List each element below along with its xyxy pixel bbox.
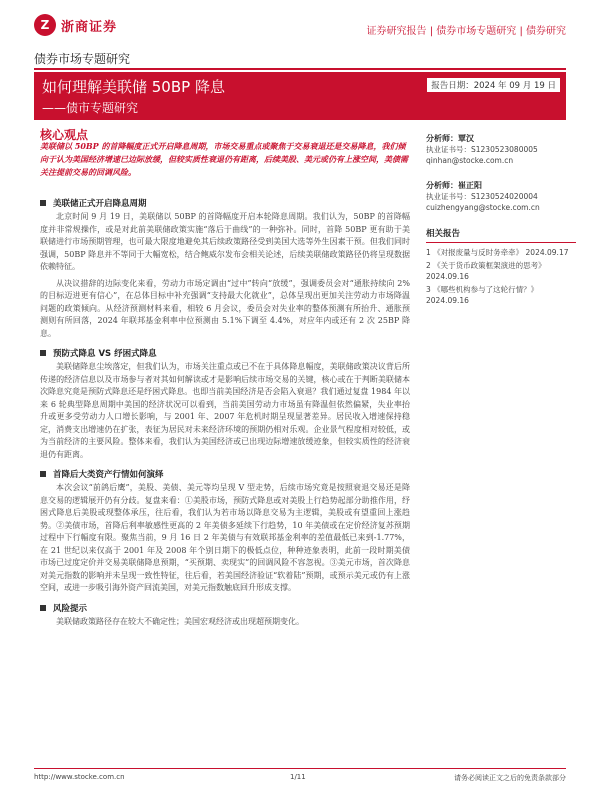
analyst-card xyxy=(426,133,576,166)
footer-url[interactable]: http://www.stocke.com.cn xyxy=(34,773,125,781)
report-subtitle: ——债市专题研究 xyxy=(42,101,139,115)
section-title: 债券市场专题研究 xyxy=(34,52,131,66)
page-number: 1/11 xyxy=(290,773,306,781)
square-bullet-icon xyxy=(40,350,46,356)
main-content xyxy=(40,197,410,635)
section-heading-text: 首降后大类资产行情如何演绎 xyxy=(53,470,164,480)
section-heading xyxy=(40,602,410,614)
analyst-card xyxy=(426,180,576,213)
footer-divider xyxy=(34,768,566,769)
related-report-item[interactable]: 1 《对报废量与反时务牵牵》 2024.09.17 xyxy=(426,248,569,257)
analyst-email[interactable]: qinhan@stocke.com.cn xyxy=(426,156,514,165)
logo-mark-icon: Z xyxy=(34,14,56,36)
section-heading-text: 美联储正式开启降息周期 xyxy=(53,199,147,209)
top-bar xyxy=(0,0,600,44)
section-heading xyxy=(40,468,410,480)
square-bullet-icon xyxy=(40,471,46,477)
section-fed-cycle xyxy=(40,197,410,340)
section-risk-warning xyxy=(40,602,410,629)
company-logo xyxy=(34,14,117,36)
paragraph: 从决议措辞的边际变化来看，劳动力市场定调由“过中”转向“放缓”，强调委员会对“通胀持续向 2%的目标迈进更有信心”，在总体目标中补充强调“支持最大化就业”，总体呈现出更加关注劳动力市场降温问题的政策倾向。从经济预测材料来看，相较 6 月会议，委员会对失业率的整体预测有所抬升、通胀预测则有所回落，2024 年联邦基金利率中位预测由 5.1%下调至 4.4%，对应年内或还有 2 次 25BP 降息。 xyxy=(40,278,410,338)
related-report-item[interactable]: 3 《哪些机构参与了这轮行情？》 2024.09.16 xyxy=(426,285,539,305)
analyst-license: 执业证书号：S1230523080005 xyxy=(426,145,538,154)
title-band xyxy=(34,72,566,120)
section-heading xyxy=(40,347,410,359)
related-reports-heading: 相关报告 xyxy=(426,227,576,243)
section-asset-performance xyxy=(40,468,410,595)
analyst-name: 分析师：覃汉 xyxy=(426,134,474,143)
section-heading xyxy=(40,197,410,209)
report-category-nav: 证券研究报告 | 债券市场专题研究 | 债券研究 xyxy=(366,26,566,37)
report-date: 报告日期：2024 年 09 月 19 日 xyxy=(427,78,560,92)
core-view-text: 美联储以 50BP 的首降幅度正式开启降息周期，市场交易重点或聚焦于交易衰退还是交易降息，我们倾向于认为美国经济增速已边际放缓，但较实质性衰退仍有距离，后续美股、美元或仍有上涨空间，美债需关注提前交易的回调风险。 xyxy=(40,141,408,177)
paragraph: 本次会议“前鸽后鹰”，美股、美债、美元等均呈现 V 型走势，后续市场究竟是按照衰退交易还是降息交易的逻辑展开仍有分歧。复盘来看：①美股市场，预防式降息或对美股上行趋势起部分助推作用，纾困式降息后美股或现整体承压，往后看，我们认为若市场以降息交易为主逻辑，美股或有望重回上涨趋势。②美债市场，首降后利率敏感性更高的 2 年美债多延续下行趋势，10 年美债或在定价经济复苏预期过程中下行幅度有限。聚焦当前，9 月 16 日 2 年美债与有效联邦基金利率的差值最低已来到-1.77%，在 21 世纪以来仅高于 2001 年及 2008 年个别日期下的极低点位，种种迹象表明，此前一段时期美债市场已过度定价并交易美联储降息预期，“买预期、卖现实”的回调风险不容忽视。③美元市场，首次降息对美元指数的影响并未呈现一致性特征，往后看，若美国经济验证“软着陆”预期，或预示美元或仍有上涨空间，或进一步吸引海外资产回流美国，对美元指数触底回升形成支撑。 xyxy=(40,483,410,592)
paragraph: 北京时间 9 月 19 日，美联储以 50BP 的首降幅度开启本轮降息周期。我们认为，50BP 的首降幅度并非常规操作，或是对此前美联储政策实施“落后于曲线”的一种弥补。同时，首降 50BP 更有助于美联储进行市场预期管理，也可最大限度地避免其后续政策路径受到美国大选等外生因素干预。但我们同时强调，50BP 降息并不等同于大幅宽松，结合鲍威尔发布会相关论述，后续美联储政策路径仍将呈现数据依赖特征。 xyxy=(40,212,410,271)
header-divider xyxy=(34,68,566,70)
square-bullet-icon xyxy=(40,605,46,611)
logo-text: 浙商证券 xyxy=(61,19,118,35)
paragraph: 美联储政策路径存在较大不确定性；美国宏观经济或出现超预期变化。 xyxy=(56,616,304,626)
square-bullet-icon xyxy=(40,200,46,206)
section-preventive-vs-relief xyxy=(40,347,410,461)
section-heading-text: 风险提示 xyxy=(53,603,88,614)
paragraph: 美联储降息尘埃落定，但我们认为，市场关注重点或已不在于具体降息幅度，美联储政策决议背后所传递的经济信息以及市场参与者对其如何解读或才是影响后续市场交易的关键，核心或在于判断美联储本次降息究竟是预防式降息还是纾困式降息。也即当前美国经济是否会陷入衰退？我们通过复盘 1984 年以来 6 轮典型降息周期中美国的经济状况可以看到，当前美国劳动力市场虽有降温但依然偏紧，失业率抬升或更多受劳动力人口增长影响，与 2001 年、2007 年危机时期呈现显著差异。居民收入增速保持稳定，消费支出增速仍在扩张，表征为居民对未来经济环境的预期仍相对乐观。企业景气程度相对较低，或为当前经济的主要风险。整体来看，我们认为美国经济或已出现边际增速放缓迹象，但较实质性的经济衰退仍有距离。 xyxy=(40,362,410,459)
analyst-license: 执业证书号：S1230524020004 xyxy=(426,192,538,201)
analyst-email[interactable]: cuizhengyang@stocke.com.cn xyxy=(426,203,540,212)
section-heading-text: 预防式降息 VS 纾困式降息 xyxy=(53,349,157,359)
analyst-name: 分析师：崔正阳 xyxy=(426,181,482,190)
core-view-label: 核心观点 xyxy=(40,128,89,142)
report-title: 如何理解美联储 50BP 降息 xyxy=(42,78,225,96)
footer-disclaimer: 请务必阅读正文之后的免责条款部分 xyxy=(454,774,566,782)
related-report-item[interactable]: 2 《关于货币政策框架演进的思考》 2024.09.16 xyxy=(426,261,546,281)
sidebar xyxy=(426,133,576,308)
